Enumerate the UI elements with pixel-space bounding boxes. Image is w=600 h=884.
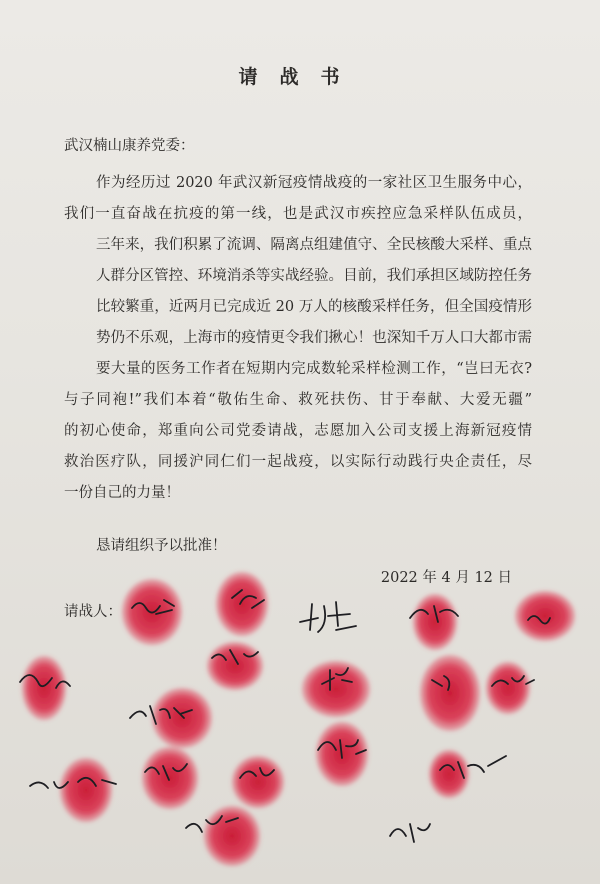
fingerprint bbox=[232, 756, 284, 808]
document-title: 请战书 bbox=[238, 66, 362, 88]
fingerprints-and-signatures bbox=[0, 560, 600, 880]
body-line: 要大量的医务工作者在短期内完成数轮采样检测工作，“岂曰无衣? bbox=[96, 361, 532, 377]
fingerprint bbox=[207, 642, 263, 690]
signature bbox=[300, 602, 356, 632]
fingerprint bbox=[420, 655, 480, 731]
fingerprint bbox=[22, 656, 66, 720]
signer-label: 请战人： bbox=[64, 604, 122, 620]
body-paragraph bbox=[64, 168, 532, 509]
fingerprint bbox=[60, 758, 112, 822]
fingerprint bbox=[302, 661, 370, 717]
body-line: 一份自己的力量！ bbox=[64, 485, 180, 501]
body-line: 比较繁重，近两月已完成近 20 万人的核酸采样任务，但全国疫情形 bbox=[96, 299, 532, 315]
body-line: 人群分区管控、环境消杀等实战经验。目前，我们承担区域防控任务 bbox=[96, 268, 532, 284]
approval-request: 恳请组织予以批准！ bbox=[96, 538, 227, 554]
fingerprint bbox=[216, 572, 268, 636]
body-line: 与子同袍!”我们本着“敬佑生命、救死扶伤、甘于奉献、大爱无疆” bbox=[64, 392, 532, 408]
fingerprint bbox=[152, 688, 212, 748]
document-date: 2022 年 4 月 12 日 bbox=[380, 570, 512, 586]
fingerprint bbox=[204, 806, 260, 866]
fingerprint bbox=[515, 591, 575, 641]
body-line: 作为经历过 2020 年武汉新冠疫情战疫的一家社区卫生服务中心， bbox=[96, 175, 532, 191]
signature bbox=[390, 824, 430, 842]
salutation: 武汉楠山康养党委： bbox=[64, 138, 195, 154]
body-line: 我们一直奋战在抗疫的第一线，也是武汉市疾控应急采样队伍成员， bbox=[64, 206, 532, 222]
body-line: 救治医疗队，同援沪同仁们一起战疫，以实际行动践行央企责任，尽 bbox=[64, 454, 532, 470]
body-line: 的初心使命，郑重向公司党委请战，志愿加入公司支援上海新冠疫情 bbox=[64, 423, 532, 439]
body-line: 三年来，我们积累了流调、隔离点组建值守、全民核酸大采样、重点 bbox=[96, 237, 532, 253]
fingerprint bbox=[142, 747, 198, 809]
body-line: 势仍不乐观，上海市的疫情更令我们揪心！也深知千万人口大都市需 bbox=[96, 330, 532, 346]
fingerprint bbox=[413, 594, 457, 650]
fingerprint bbox=[486, 662, 530, 714]
